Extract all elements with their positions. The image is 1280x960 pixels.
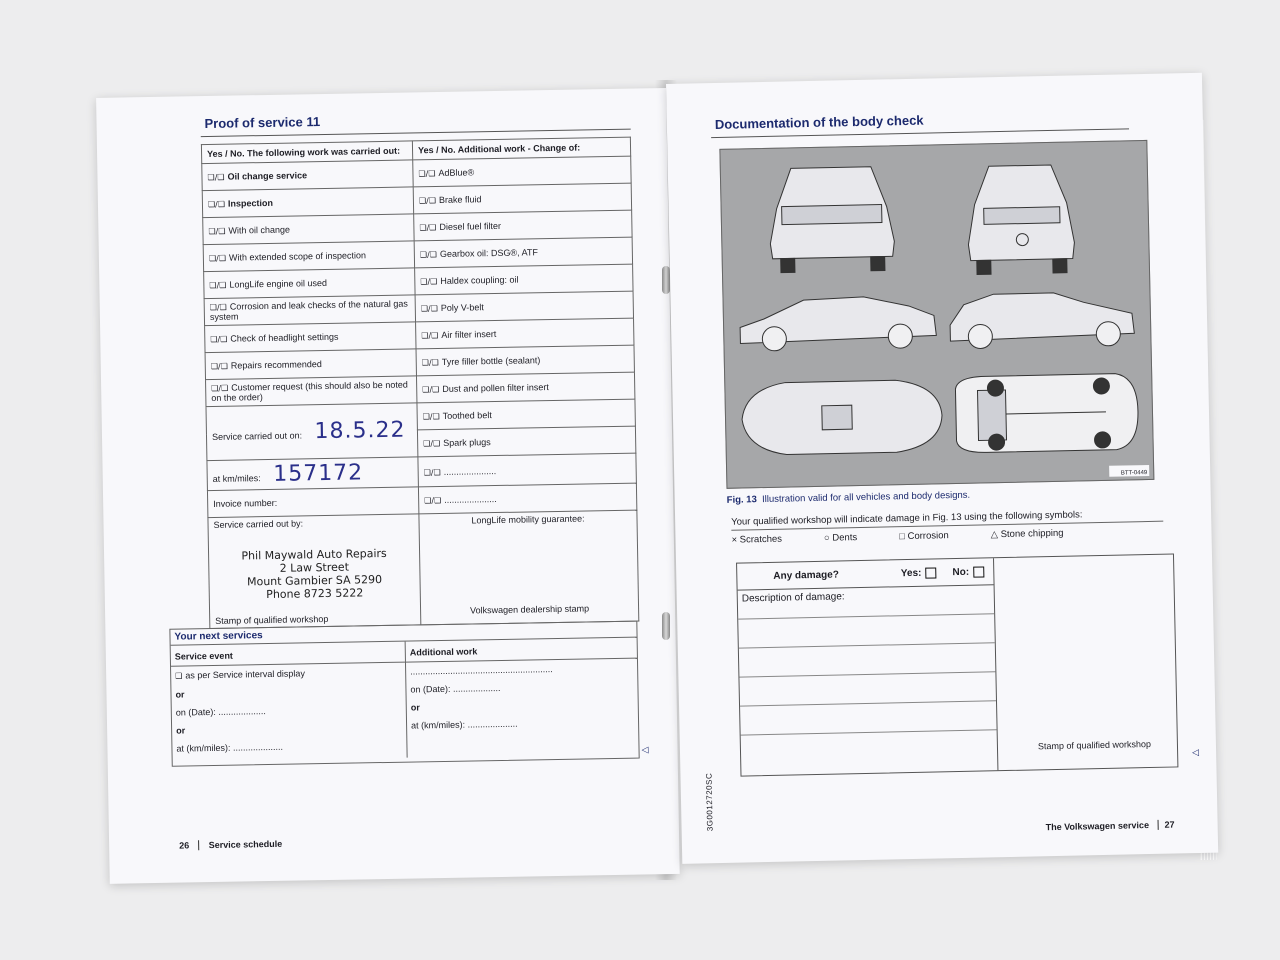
description-label: Description of damage: xyxy=(738,585,995,619)
damage-symbols xyxy=(731,528,1063,546)
invoice-cell[interactable]: Invoice number: xyxy=(207,487,418,518)
left-item-8[interactable]: ❏/❏ Customer request (this should also be noted on the order) xyxy=(206,376,417,407)
dealer-stamp-label: Volkswagen dealership stamp xyxy=(469,603,590,616)
left-footer xyxy=(179,839,282,851)
checkbox-icon: ❏/❏ xyxy=(418,169,436,179)
service-by-label: Service carried out by: xyxy=(213,518,304,530)
workshop-stamp: Phil Maywald Auto Repairs 2 Law Street Mount Gambier SA 5290 Phone 8723 5222 xyxy=(241,546,387,602)
checkbox-icon: ❏/❏ xyxy=(419,223,437,233)
right-item-12[interactable]: ❏/❏ ..................... xyxy=(418,483,636,514)
checkbox-icon: ❏/❏ xyxy=(420,304,438,314)
yes-checkbox[interactable] xyxy=(925,567,936,578)
right-item-7[interactable]: ❏/❏ Tyre filler bottle (sealant) xyxy=(416,345,634,376)
service-by-cell[interactable] xyxy=(208,514,421,629)
checkbox-icon: ❏/❏ xyxy=(423,438,441,449)
checkbox-icon: ❏/❏ xyxy=(422,411,440,422)
figure-code: BTT-0449 xyxy=(1120,470,1148,477)
col-right-header: Yes / No. Additional work - Change of: xyxy=(412,137,630,160)
right-item-0[interactable]: ❏/❏ AdBlue® xyxy=(413,156,631,187)
checkbox-icon: ❏ xyxy=(175,671,183,681)
left-item-5[interactable]: ❏/❏ Corrosion and leak checks of the natural gas system xyxy=(204,295,415,326)
next-services-heading: Your next services xyxy=(170,622,636,646)
right-footer xyxy=(1046,820,1175,833)
right-item-1[interactable]: ❏/❏ Brake fluid xyxy=(413,183,631,214)
checkbox-icon: ❏/❏ xyxy=(209,280,227,290)
damage-stamp-col[interactable] xyxy=(994,554,1177,770)
checkbox-icon: ❏/❏ xyxy=(209,302,227,312)
page-title-right: Documentation of the body check xyxy=(714,112,924,132)
km-value: 157172 xyxy=(272,460,364,487)
checkbox-icon: ❏/❏ xyxy=(207,199,226,210)
right-item-10[interactable]: ❏/❏ Spark plugs xyxy=(417,426,635,457)
service-date-cell[interactable]: Service carried out on: 18.5.22 xyxy=(206,403,418,461)
checkbox-icon: ❏/❏ xyxy=(418,196,437,206)
checkbox-icon: ❏/❏ xyxy=(420,277,438,287)
next-km-field[interactable]: at (km/miles): .................... xyxy=(176,741,284,754)
checkbox-icon: ❏/❏ xyxy=(208,253,227,264)
checkbox-icon: ❏/❏ xyxy=(211,383,229,393)
right-item-9[interactable]: ❏/❏ Toothed belt xyxy=(417,399,635,430)
damage-left-col xyxy=(737,558,998,775)
corrosion-symbol: □ Corrosion xyxy=(899,530,949,543)
next-page-arrow-icon: ◁ xyxy=(641,744,649,755)
staple-top xyxy=(662,266,670,294)
next-page-arrow-icon: ◁ xyxy=(1192,746,1200,758)
stone-chipping-symbol: △ Stone chipping xyxy=(990,527,1064,541)
damage-stamp-label: Stamp of qualified workshop xyxy=(1037,738,1152,752)
checkbox-icon: ❏/❏ xyxy=(423,467,441,477)
right-item-3[interactable]: ❏/❏ Gearbox oil: DSG®, ATF xyxy=(414,237,632,268)
body-check-figure[interactable] xyxy=(719,140,1154,489)
right-item-11[interactable]: ❏/❏ ..................... xyxy=(418,453,636,487)
car-diagram-icon xyxy=(720,141,1153,488)
additional-work-field[interactable]: ......................................................... xyxy=(410,664,553,677)
right-item-2[interactable]: ❏/❏ Diesel fuel filter xyxy=(414,210,632,241)
left-item-3[interactable]: ❏/❏ With extended scope of inspection xyxy=(203,241,414,272)
side-code: 3G0012720SC xyxy=(704,772,715,832)
longlife-cell[interactable] xyxy=(419,510,639,625)
left-item-7[interactable]: ❏/❏ Repairs recommended xyxy=(205,349,416,380)
checkbox-icon: ❏/❏ xyxy=(424,495,442,506)
checkbox-icon: ❏/❏ xyxy=(210,334,228,344)
left-page xyxy=(96,88,680,884)
additional-km-field[interactable]: at (km/miles): .................... xyxy=(411,718,518,731)
scratches-symbol: × Scratches xyxy=(731,533,783,546)
description-line[interactable] xyxy=(741,730,998,763)
symbols-intro: Your qualified workshop will indicate damage in Fig. 13 using the following symbols: xyxy=(731,508,1163,531)
next-services-box xyxy=(169,621,639,767)
service-event-col: Service event ❏ as per Service interval display or on (Date): ................... or at (km/miles): .................... xyxy=(171,642,408,762)
no-checkbox[interactable] xyxy=(973,566,984,577)
checkbox-icon: ❏/❏ xyxy=(421,331,439,341)
right-item-8[interactable]: ❏/❏ Dust and pollen filter insert xyxy=(416,372,634,403)
left-item-2[interactable]: ❏/❏ With oil change xyxy=(203,214,414,245)
page-title-left: Proof of service 11 xyxy=(204,114,321,132)
checkbox-icon: ❏/❏ xyxy=(210,361,228,371)
right-item-4[interactable]: ❏/❏ Haldex coupling: oil xyxy=(415,264,633,295)
next-date-field[interactable]: on (Date): ................... xyxy=(175,706,266,718)
checkbox-icon: ❏/❏ xyxy=(208,226,226,237)
checkbox-icon: ❏/❏ xyxy=(207,172,225,183)
stamp-label: Stamp of qualified workshop xyxy=(215,613,329,626)
footer-label-left: Service schedule xyxy=(198,839,283,850)
page-number-right: 27 xyxy=(1157,820,1174,830)
km-cell[interactable]: at km/miles: 157172 xyxy=(207,457,418,491)
right-page xyxy=(666,73,1218,864)
figure-caption: Fig. 13 Illustration valid for all vehicles and body designs. xyxy=(726,489,971,506)
interval-option[interactable]: ❏ as per Service interval display xyxy=(175,663,401,686)
left-item-4[interactable]: ❏/❏ LongLife engine oil used xyxy=(204,268,415,299)
dents-symbol: ○ Dents xyxy=(823,532,858,544)
left-item-1[interactable]: ❏/❏ Inspection xyxy=(202,187,413,218)
additional-work-col: Additional work ......................................................... on (Date): ................... or at (km/miles): .................... xyxy=(406,638,639,758)
checkbox-icon: ❏/❏ xyxy=(421,358,439,368)
longlife-label: LongLife mobility guarantee: xyxy=(471,513,585,526)
additional-date-field[interactable]: on (Date): ................... xyxy=(410,682,501,695)
left-item-6[interactable]: ❏/❏ Check of headlight settings xyxy=(205,322,416,353)
right-item-6[interactable]: ❏/❏ Air filter insert xyxy=(416,318,634,349)
service-table xyxy=(201,137,639,629)
left-item-0[interactable]: ❏/❏ Oil change service xyxy=(202,160,413,191)
checkbox-icon: ❏/❏ xyxy=(422,385,440,395)
right-item-5[interactable]: ❏/❏ Poly V-belt xyxy=(415,291,633,322)
staple-bottom xyxy=(662,612,670,640)
damage-form xyxy=(736,553,1178,776)
service-date-value: 18.5.22 xyxy=(314,417,406,445)
page-number-left: 26 xyxy=(179,840,190,851)
checkbox-icon: ❏/❏ xyxy=(419,250,437,260)
col-left-header: Yes / No. The following work was carried out: xyxy=(201,141,412,164)
footer-label-right: The Volkswagen service xyxy=(1045,820,1150,833)
any-damage-row: Any damage? Yes: No: xyxy=(737,558,994,590)
